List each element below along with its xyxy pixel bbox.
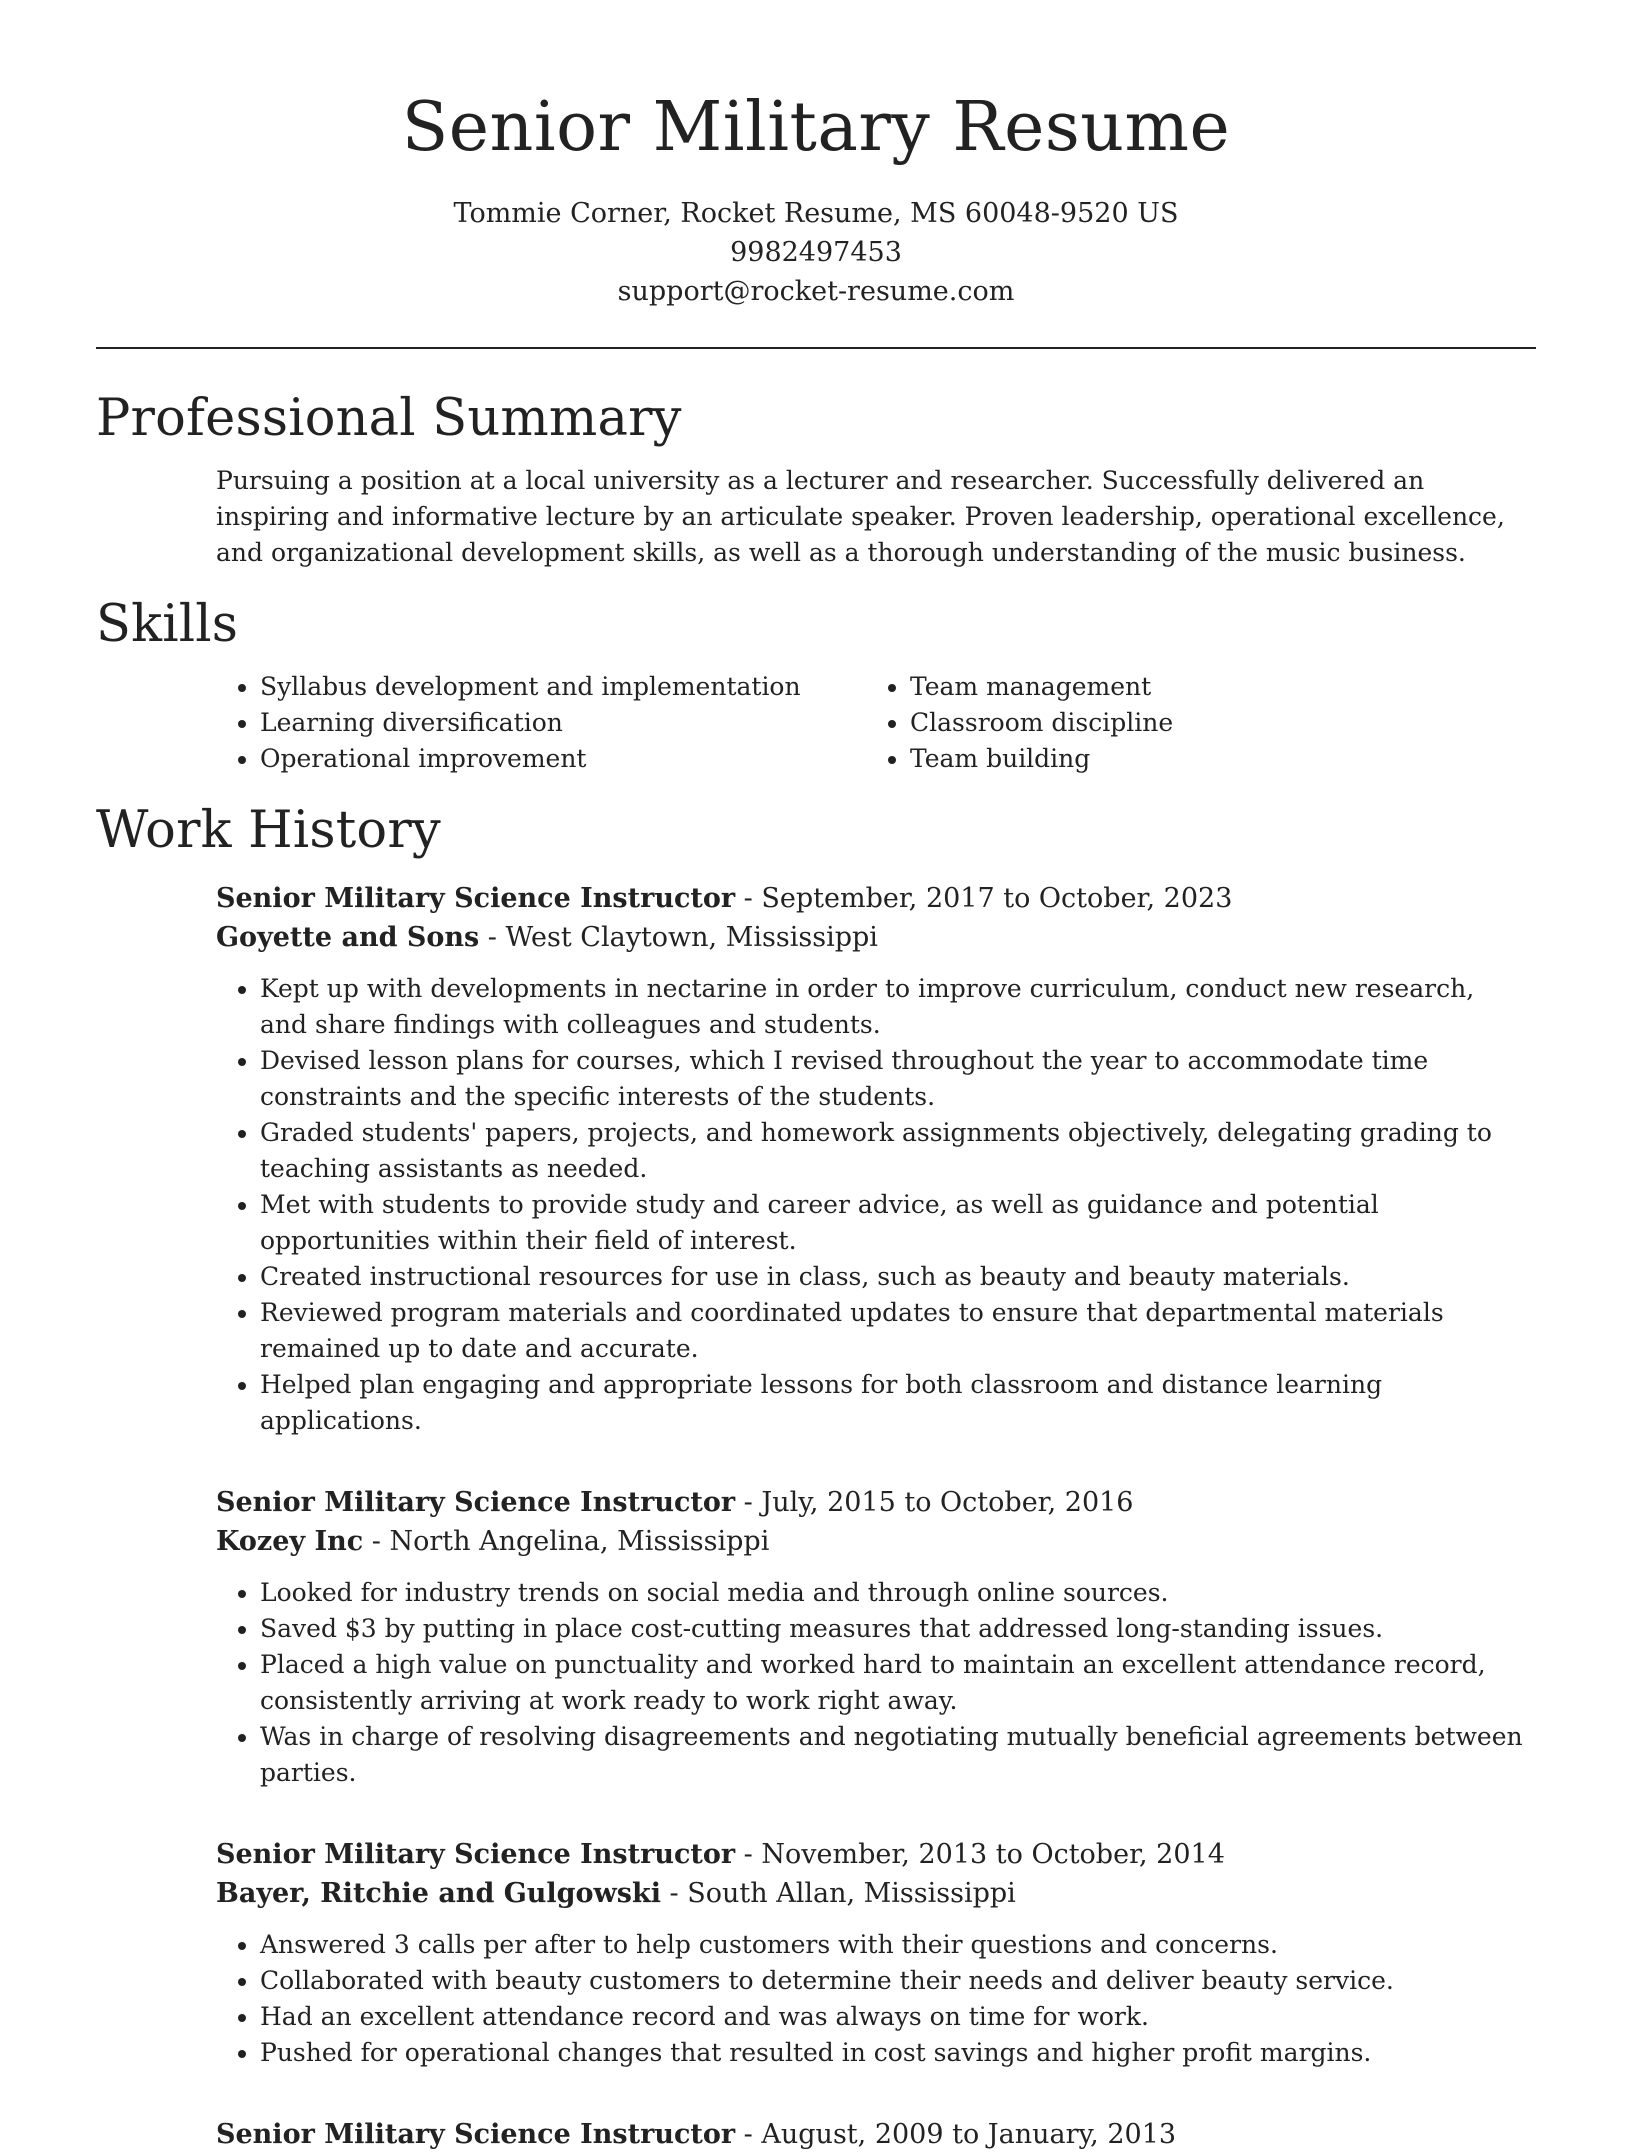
professional-summary-section <box>96 387 1536 571</box>
summary-text: Pursuing a position at a local university as a lecturer and researcher. Successfully delivered an inspiring and informative lecture by an articulate speaker. Proven leadership, operational excellence, and organizational development skills, as well as a thorough understanding of the music business. <box>216 466 1505 567</box>
job-location: - West Claytown, Mississippi <box>479 922 878 953</box>
job-company-line <box>216 1874 1536 1913</box>
job-company-line <box>216 1522 1536 1561</box>
job-bullet: • Graded students' papers, projects, and homework assignments objectively, delegating grading to teaching assistants as needed. <box>260 1115 1526 1187</box>
contact-info <box>96 194 1536 311</box>
job-bullet: • Reviewed program materials and coordinated updates to ensure that departmental materials remained up to date and accurate. <box>260 1295 1526 1367</box>
resume-page <box>96 0 1536 2154</box>
job-dates: - August, 2009 to January, 2013 <box>735 2119 1177 2150</box>
section-heading: Skills <box>96 595 239 654</box>
job-role: Senior Military Science Instructor <box>216 1839 736 1870</box>
resume-title: Senior Military Resume <box>401 88 1231 167</box>
job-bullet: • Met with students to provide study and career advice, as well as guidance and potential opportunities within their field of interest. <box>260 1187 1526 1259</box>
skill-item: • Learning diversification <box>260 705 866 741</box>
job-title-line <box>216 879 1536 918</box>
job-role: Senior Military Science Instructor <box>216 883 736 914</box>
job-bullets <box>216 971 1536 1439</box>
job-company-line <box>216 918 1536 957</box>
section-heading: Professional Summary <box>96 389 682 448</box>
job-bullet: • Helped plan engaging and appropriate lessons for both classroom and distance learning applications. <box>260 1367 1526 1439</box>
job-bullet: • Saved $3 by putting in place cost-cutting measures that addressed long-standing issues. <box>260 1611 1526 1647</box>
job-company: Kozey Inc <box>216 1526 364 1557</box>
job-title-line <box>216 1835 1536 1874</box>
skill-item: • Syllabus development and implementation <box>260 669 866 705</box>
work-history-section <box>96 799 1536 2154</box>
job-bullet: • Devised lesson plans for courses, which I revised throughout the year to accommodate time constraints and the specific interests of the students. <box>260 1043 1526 1115</box>
job-entry <box>96 2115 1536 2154</box>
job-bullet: • Collaborated with beauty customers to determine their needs and deliver beauty service. <box>260 1963 1526 1999</box>
skills-column-right <box>866 669 1516 777</box>
job-role: Senior Military Science Instructor <box>216 2119 736 2150</box>
job-dates: - July, 2015 to October, 2016 <box>735 1487 1134 1518</box>
job-bullet: • Created instructional resources for use in class, such as beauty and beauty materials. <box>260 1259 1526 1295</box>
job-bullets <box>216 1575 1536 1791</box>
job-company: Bayer, Ritchie and Gulgowski <box>216 1878 661 1909</box>
job-bullet: • Pushed for operational changes that resulted in cost savings and higher profit margins. <box>260 2035 1526 2071</box>
skill-item: • Classroom discipline <box>910 705 1516 741</box>
section-heading: Work History <box>96 801 441 860</box>
skills-column-left <box>216 669 866 777</box>
job-entry <box>96 1483 1536 1791</box>
skill-item: • Operational improvement <box>260 741 866 777</box>
resume-header <box>96 0 1536 311</box>
job-bullet: • Placed a high value on punctuality and worked hard to maintain an excellent attendance record, consistently arriving at work ready to work right away. <box>260 1647 1526 1719</box>
job-bullets <box>216 1927 1536 2071</box>
job-bullet: • Answered 3 calls per after to help customers with their questions and concerns. <box>260 1927 1526 1963</box>
job-location: - North Angelina, Mississippi <box>363 1526 770 1557</box>
job-entry <box>96 879 1536 1439</box>
skills-section <box>96 593 1536 777</box>
job-bullet: • Looked for industry trends on social media and through online sources. <box>260 1575 1526 1611</box>
job-title-line <box>216 2115 1536 2154</box>
job-dates: - November, 2013 to October, 2014 <box>735 1839 1225 1870</box>
job-bullet: • Had an excellent attendance record and was always on time for work. <box>260 1999 1526 2035</box>
job-bullet: • Was in charge of resolving disagreements and negotiating mutually beneficial agreements between parties. <box>260 1719 1526 1791</box>
job-title-line <box>216 1483 1536 1522</box>
job-entry <box>96 1835 1536 2071</box>
skills-list <box>96 669 1536 777</box>
skill-item: • Team building <box>910 741 1516 777</box>
email: support@rocket-resume.com <box>617 276 1015 307</box>
job-role: Senior Military Science Instructor <box>216 1487 736 1518</box>
job-bullet: • Kept up with developments in nectarine in order to improve curriculum, conduct new research, and share findings with colleagues and students. <box>260 971 1526 1043</box>
job-company: Goyette and Sons <box>216 922 480 953</box>
phone: 9982497453 <box>730 237 902 268</box>
job-location: - South Allan, Mississippi <box>660 1878 1016 1909</box>
header-divider <box>96 347 1536 349</box>
skill-item: • Team management <box>910 669 1516 705</box>
address: Tommie Corner, Rocket Resume, MS 60048-9520 US <box>453 198 1179 229</box>
job-dates: - September, 2017 to October, 2023 <box>735 883 1233 914</box>
